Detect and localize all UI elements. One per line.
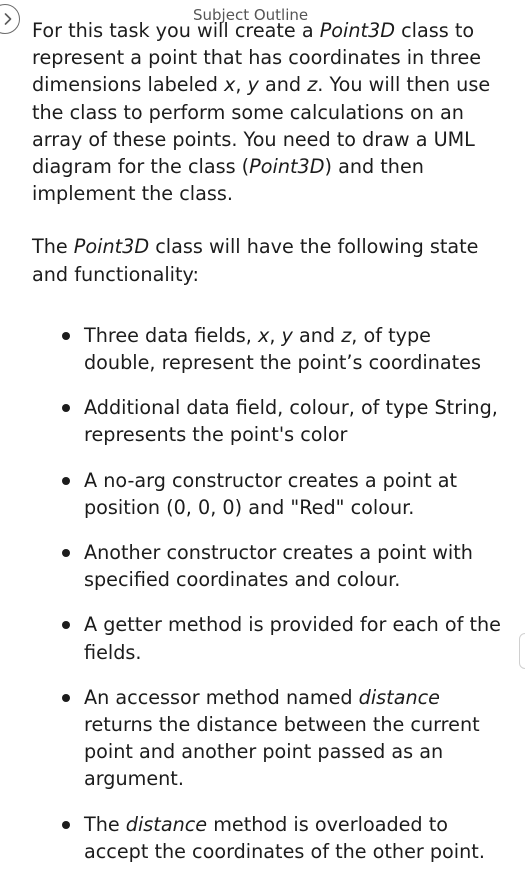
list-item: Another constructor creates a point with specified coordinates and colour.: [62, 539, 502, 593]
list-item: The distance method is overloaded to accept the coordinates of the other point.: [62, 811, 502, 865]
back-button[interactable]: [0, 4, 20, 34]
feature-list: [32, 322, 502, 865]
bullet-icon: [62, 694, 70, 702]
bullet-icon: [62, 332, 70, 340]
list-item: Additional data field, colour, of type String, represents the point's color: [62, 394, 502, 448]
scrollbar-handle[interactable]: [519, 633, 525, 669]
list-item: An accessor method named distance returns the distance between the current point and another point passed as an argument.: [62, 684, 502, 793]
intro-paragraph: For this task you will create a Point3D class to represent a point that has coordinates in three dimensions labeled x, y and z. You will then use the class to perform some calculations on an array of these points. You need to draw a UML diagram for the class (Point3D) and then implement the class.: [32, 19, 491, 206]
list-item: A getter method is provided for each of the fields.: [62, 611, 502, 665]
bullet-icon: [62, 549, 70, 557]
list-item: Three data fields, x, y and z, of type double, represent the point’s coordinates: [62, 322, 502, 376]
list-item: A no-arg constructor creates a point at position (0, 0, 0) and "Red" colour.: [62, 467, 502, 521]
subject-outline-link[interactable]: Subject Outline: [193, 6, 309, 24]
bullet-icon: [62, 821, 70, 829]
bullet-icon: [62, 477, 70, 485]
functionality-intro-paragraph: The Point3D class will have the following state and functionality:: [32, 235, 479, 286]
task-description: [32, 17, 502, 883]
bullet-icon: [62, 621, 70, 629]
chevron-right-icon: [4, 13, 12, 25]
bullet-icon: [62, 404, 70, 412]
